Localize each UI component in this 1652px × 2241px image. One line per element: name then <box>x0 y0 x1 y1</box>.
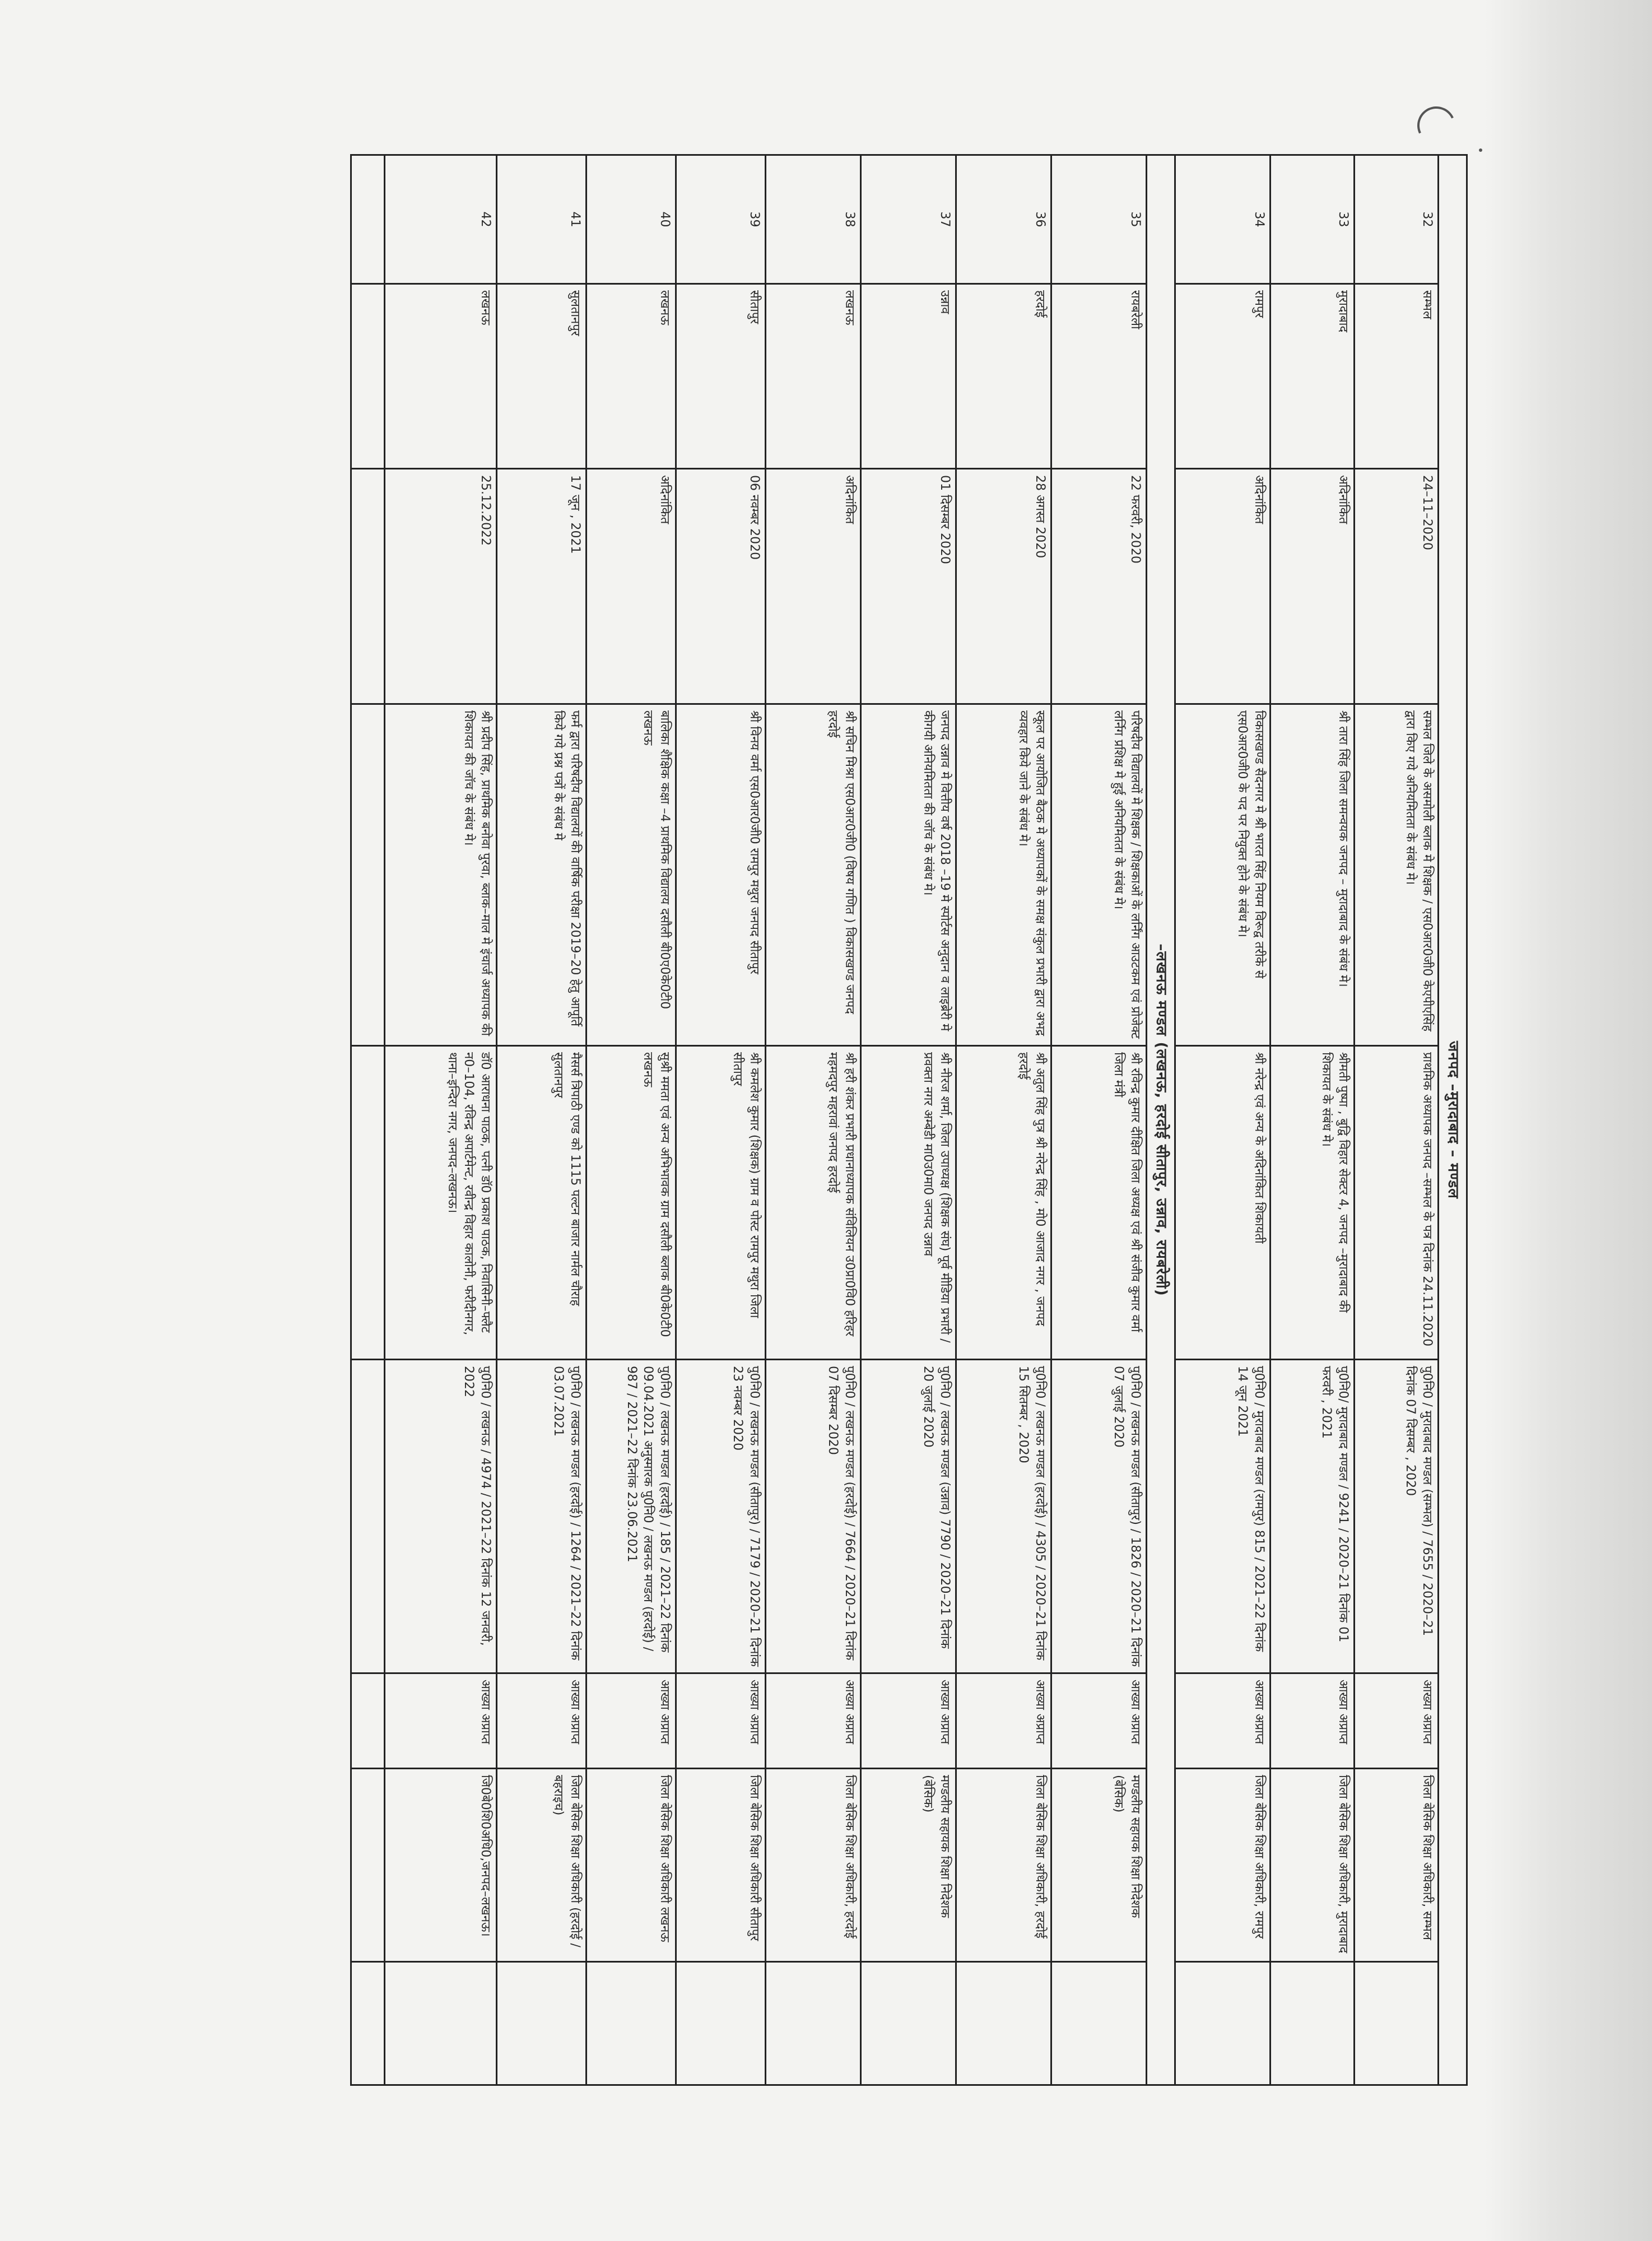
rotated-table-page <box>445 154 1468 2084</box>
report-status-cell: आख्या अप्राप्त <box>587 1673 676 1769</box>
empty-cell <box>351 704 385 1046</box>
table-row <box>766 155 861 2085</box>
report-status-cell: आख्या अप्राप्त <box>497 1673 587 1769</box>
blank-row <box>351 155 385 2085</box>
remark-cell <box>766 1962 861 2085</box>
serial-number-cell: 38 <box>766 155 861 284</box>
remark-cell <box>676 1962 766 2085</box>
responsible-officer-cell: जिला बेसिक शिक्षा अधिकारी, हरदोई <box>766 1769 861 1962</box>
table-row <box>1051 155 1147 2085</box>
empty-cell <box>351 1962 385 2085</box>
responsible-officer-cell: जिला बेसिक शिक्षा अधिकारी, मुरादाबाद <box>1271 1769 1355 1962</box>
serial-number-cell: 32 <box>1355 155 1439 284</box>
report-status-cell: आख्या अप्राप्त <box>1271 1673 1355 1769</box>
serial-number-cell: 34 <box>1175 155 1271 284</box>
report-status-cell: आख्या अप्राप्त <box>956 1673 1051 1769</box>
district-cell: लखनऊ <box>766 284 861 469</box>
letter-reference-cell: पु0नि0 / मुरादाबाद मण्डल (रामपुर) 815 / 2021–22 दिनांक 14 जून 2021 <box>1175 1360 1271 1673</box>
section-header-moradabad <box>1439 155 1467 2085</box>
report-status-cell: आख्या अप्राप्त <box>1175 1673 1271 1769</box>
table-row <box>497 155 587 2085</box>
complainant-cell: श्री अतुल सिंह पुत्र श्री नरेन्द्र सिंह , मो0 आजाद नगर , जनपद हरदोई <box>956 1046 1051 1360</box>
complainant-cell: श्री रविन्द्र कुमार दीक्षित जिला अध्यक्ष एवं श्री संजीव कुमार वर्मा जिला मंत्री <box>1051 1046 1147 1360</box>
complainant-cell: मैसर्स त्रिपाठी एण्ड को 1115 पल्टन बाजार नार्मल चौराह सुलतानपुर <box>497 1046 587 1360</box>
complaint-date-cell: 06 नवम्बर 2020 <box>676 469 766 704</box>
responsible-officer-cell: मण्डलीय सहायक शिक्षा निदेशक (बेसिक) <box>861 1769 956 1962</box>
report-status-cell: आख्या अप्राप्त <box>766 1673 861 1769</box>
responsible-officer-cell: जिला बेसिक शिक्षा अधिकारी (हरदोई / बहराइच) <box>497 1769 587 1962</box>
responsible-officer-cell: जि0बे0शि0अधि0,जनपद–लखनऊ। <box>385 1769 497 1962</box>
complaint-subject-cell: फर्म द्वारा परिषदीय विद्यालयों की वार्षिक परीक्षा 2019–20 हेतु आपूर्ति किये गये प्रश्न पत्रों के संबंध मे <box>497 704 587 1046</box>
complaint-table <box>350 154 1468 2086</box>
complainant-cell: प्राथमिक अध्यापक जनपद –सम्भल के पत्र दिनांक 24.11.2020 <box>1355 1046 1439 1360</box>
complaint-subject-cell: जनपद उन्नाव मे वित्तीय वर्ष 2018 –19 मे स्पोर्टस अनुदान व लाइब्रेरी मे कीगयी अनियमितता की जाॅच के संबंध मे। <box>861 704 956 1046</box>
complaint-date-cell: 01 दिसम्बर 2020 <box>861 469 956 704</box>
report-status-cell: आख्या अप्राप्त <box>1355 1673 1439 1769</box>
remark-cell <box>587 1962 676 2085</box>
remark-cell <box>1175 1962 1271 2085</box>
empty-cell <box>351 1360 385 1673</box>
responsible-officer-cell: जिला बेसिक शिक्षा अधिकारी सीतापुर <box>676 1769 766 1962</box>
empty-cell <box>351 1769 385 1962</box>
remark-cell <box>956 1962 1051 2085</box>
table-row <box>1355 155 1439 2085</box>
letter-reference-cell: पु0नि0/ मुरादाबाद मण्डल / 9241 / 2020–21 दिनांक 01 फरवरी , 2021 <box>1271 1360 1355 1673</box>
complaint-date-cell: अदिनांकित <box>766 469 861 704</box>
remark-cell <box>385 1962 497 2085</box>
complainant-cell: सुश्री ममता एवं अन्य अभिभावक ग्राम दसौली ब्लाक बी0के0टी0 लखनऊ <box>587 1046 676 1360</box>
hole-punch-mark <box>1412 101 1460 150</box>
complaint-date-cell: अदिनांकित <box>587 469 676 704</box>
complaint-date-cell: 28 अगस्त 2020 <box>956 469 1051 704</box>
complainant-cell: श्री नरेन्द्र एवं अन्य के अदिनांकित शिकायती <box>1175 1046 1271 1360</box>
serial-number-cell: 37 <box>861 155 956 284</box>
report-status-cell: आख्या अप्राप्त <box>676 1673 766 1769</box>
district-cell: सम्भल <box>1355 284 1439 469</box>
district-cell: रायबरेली <box>1051 284 1147 469</box>
serial-number-cell: 39 <box>676 155 766 284</box>
serial-number-cell: 42 <box>385 155 497 284</box>
empty-cell <box>351 155 385 284</box>
responsible-officer-cell: जिला बेसिक शिक्षा अधिकारी, रामपुर <box>1175 1769 1271 1962</box>
district-cell: रामपुर <box>1175 284 1271 469</box>
empty-cell <box>351 284 385 469</box>
district-cell: उन्नाव <box>861 284 956 469</box>
responsible-officer-cell: मण्डलीय सहायक शिक्षा निदेशक (बेसिक) <box>1051 1769 1147 1962</box>
serial-number-cell: 36 <box>956 155 1051 284</box>
table-row <box>1271 155 1355 2085</box>
complaint-subject-cell: श्री तारा सिंह जिला समन्वयक जनपद – मुरादाबाद के संबंध मे। <box>1271 704 1355 1046</box>
complainant-cell: डाॅ0 आराधना पाठक, पत्नी डाॅ0 प्रकाश पाठक, निवासिनी–फ्लैट न0–104, रविन्द्र अपार्टमेन्ट, रवीन्द्र विहार कालोनी, फरीदीनगर, थाना–इन्दिरा नगर, जनपद–लखनऊ। <box>385 1046 497 1360</box>
letter-reference-cell: पु0नि0 / लखनऊ मण्डल (सीतापुर) / 7179 / 2020–21 दिनांक 23 नवम्बर 2020 <box>676 1360 766 1673</box>
complaint-subject-cell: श्री प्रदीप सिंह, प्राथमिक बनोवा पुरवा, ब्लाक–माल मे इंचार्ज अध्यापक की शिकायत की जाॅच के संबंध मे। <box>385 704 497 1046</box>
complaint-subject-cell: श्री सचिन मिश्रा एस0आर0जी0 (विषय गणित ) विकासखण्ड जनपद हरदोई <box>766 704 861 1046</box>
letter-reference-cell: पु0नि0 / लखनऊ मण्डल (हरदोई) / 7664 / 2020–21 दिनांक 07 दिसम्बर 2020 <box>766 1360 861 1673</box>
letter-reference-cell: पु0नि0 / लखनऊ मण्डल (हरदोई) / 4305 / 2020–21 दिनांक 15 सितम्बर , 2020 <box>956 1360 1051 1673</box>
scan-edge-shadow <box>1485 0 1652 2241</box>
responsible-officer-cell: जिला बेसिक शिक्षा अधिकारी, हरदोई <box>956 1769 1051 1962</box>
complaint-subject-cell: श्री विनय वर्मा एस0आर0जी0 रामपुर मथुरा जनपद सीतापुर <box>676 704 766 1046</box>
table-row <box>385 155 497 2085</box>
complaint-date-cell: 24–11–2020 <box>1355 469 1439 704</box>
section-title: जनपद –मुरादाबाद – मण्डल <box>1439 155 1467 2085</box>
remark-cell <box>861 1962 956 2085</box>
table-row <box>1175 155 1271 2085</box>
letter-reference-cell: पु0नि0 / लखनऊ मण्डल (हरदोई) / 185 / 2021–22 दिनांक 09.04.2021 अनुस्मारक पु0नि0 / लखनऊ मण्डल (हरदोई) / 987 / 2021–22 दिनांक 23.06.2021 <box>587 1360 676 1673</box>
letter-reference-cell: पु0नि0 / लखनऊ मण्डल (सीतापुर) / 1826 / 2020–21 दिनांक 07 जुलाई 2020 <box>1051 1360 1147 1673</box>
serial-number-cell: 33 <box>1271 155 1355 284</box>
section-title: –लखनऊ मण्डल (लखनऊ, हरदोई सीतापुर, उन्नाव, रायबरेली) <box>1147 155 1175 2085</box>
complaint-date-cell: 17 जून , 2021 <box>497 469 587 704</box>
complaint-subject-cell: परिषदीय विद्यालयों मे शिक्षक / शिक्षकाओं के लर्निंग आउटकम एवं प्रोजेक्ट लर्निग प्रशिक्ष मे हुई अनियमितता के संबंध मे। <box>1051 704 1147 1046</box>
complaint-date-cell: 25.12.2022 <box>385 469 497 704</box>
remark-cell <box>1271 1962 1355 2085</box>
report-status-cell: आख्या अप्राप्त <box>385 1673 497 1769</box>
report-status-cell: आख्या अप्राप्त <box>861 1673 956 1769</box>
letter-reference-cell: पु0नि0 / मुरादाबाद मण्डल (सम्भल) / 7655 / 2020–21 दिनांक 07 दिसम्बर , 2020 <box>1355 1360 1439 1673</box>
district-cell: मुरादाबाद <box>1271 284 1355 469</box>
empty-cell <box>351 1046 385 1360</box>
responsible-officer-cell: जिला बेसिक शिक्षा अधिकारी लखनऊ <box>587 1769 676 1962</box>
letter-reference-cell: पु0नि0 / लखनऊ मण्डल (हरदोई) / 1264 / 2021–22 दिनांक 03.07.2021 <box>497 1360 587 1673</box>
complainant-cell: श्री हरी शंकर प्रभारी प्रधानाध्यापक संविलियन उ0प्रा0वि0 हरिहर महमदपुर महरावां जनपद हरदोई <box>766 1046 861 1360</box>
table-row <box>861 155 956 2085</box>
report-status-cell: आख्या अप्राप्त <box>1051 1673 1147 1769</box>
letter-reference-cell: पु0नि0 / लखनऊ मण्डल (उन्नाव) 7790 / 2020–21 दिनांक 20 जुलाई 2020 <box>861 1360 956 1673</box>
district-cell: सुलतानपुर <box>497 284 587 469</box>
complaint-subject-cell: विकासखण्ड सैदनगर मे श्री भारत सिंह नियम विरूद्व तरीके से एस0आर0जी0 के पद पर नियुक्त होने के संबंध मे। <box>1175 704 1271 1046</box>
serial-number-cell: 41 <box>497 155 587 284</box>
serial-number-cell: 40 <box>587 155 676 284</box>
complaint-date-cell: अदिनांकित <box>1175 469 1271 704</box>
district-cell: लखनऊ <box>587 284 676 469</box>
serial-number-cell: 35 <box>1051 155 1147 284</box>
complaint-subject-cell: बालिका शैक्षिक कक्षा –4 प्राथमिक विद्यालय दसौली बी0ए0के0टी0 लखनऊ <box>587 704 676 1046</box>
district-cell: सीतापुर <box>676 284 766 469</box>
remark-cell <box>497 1962 587 2085</box>
section-header-lucknow <box>1147 155 1175 2085</box>
district-cell: लखनऊ <box>385 284 497 469</box>
complaint-date-cell: अदिनांकित <box>1271 469 1355 704</box>
table-row <box>676 155 766 2085</box>
table-row <box>956 155 1051 2085</box>
complainant-cell: श्री कमलेश कुमार (शिक्षक) ग्राम व पोस्ट रामपुर मथुरा जिला सीतापुर <box>676 1046 766 1360</box>
ink-dot <box>1479 148 1482 152</box>
complainant-cell: श्री नीरज शर्मा, जिला उपाध्यक्ष (शिक्षक संघ) पूर्व मीडिया प्रभारी / प्रवक्ता नगर अम्बेडी मा0उ0मा0 जनपद उन्नाव <box>861 1046 956 1360</box>
empty-cell <box>351 1673 385 1769</box>
complaint-subject-cell: सम्भल जिले के असमोली ब्लाक मे शिक्षक / एस0आर0जी0 केएपीएसिंह द्वारा किए गये अनियमितता के संबंध मे। <box>1355 704 1439 1046</box>
responsible-officer-cell: जिला बेसिक शिक्षा अधिकारी, सम्भल <box>1355 1769 1439 1962</box>
complaint-date-cell: 22 फरवरी, 2020 <box>1051 469 1147 704</box>
remark-cell <box>1355 1962 1439 2085</box>
table-row <box>587 155 676 2085</box>
empty-cell <box>351 469 385 704</box>
remark-cell <box>1051 1962 1147 2085</box>
complainant-cell: श्रीमती पुष्पा , बुद्वि विहार सेक्टर 4, जनपद –मुरादाबाद की शिकायत के संबंध मे। <box>1271 1046 1355 1360</box>
complaint-subject-cell: स्कूल पर आयोजित बैठक मे अध्यापकों के समक्ष संकुल प्रभारी द्वारा अभद्र व्यवहार किये जाने के संबंध मे। <box>956 704 1051 1046</box>
letter-reference-cell: पु0नि0 / लखनऊ / 4974 / 2021–22 दिनांक 12 जनवरी, 2022 <box>385 1360 497 1673</box>
district-cell: हरदोई <box>956 284 1051 469</box>
